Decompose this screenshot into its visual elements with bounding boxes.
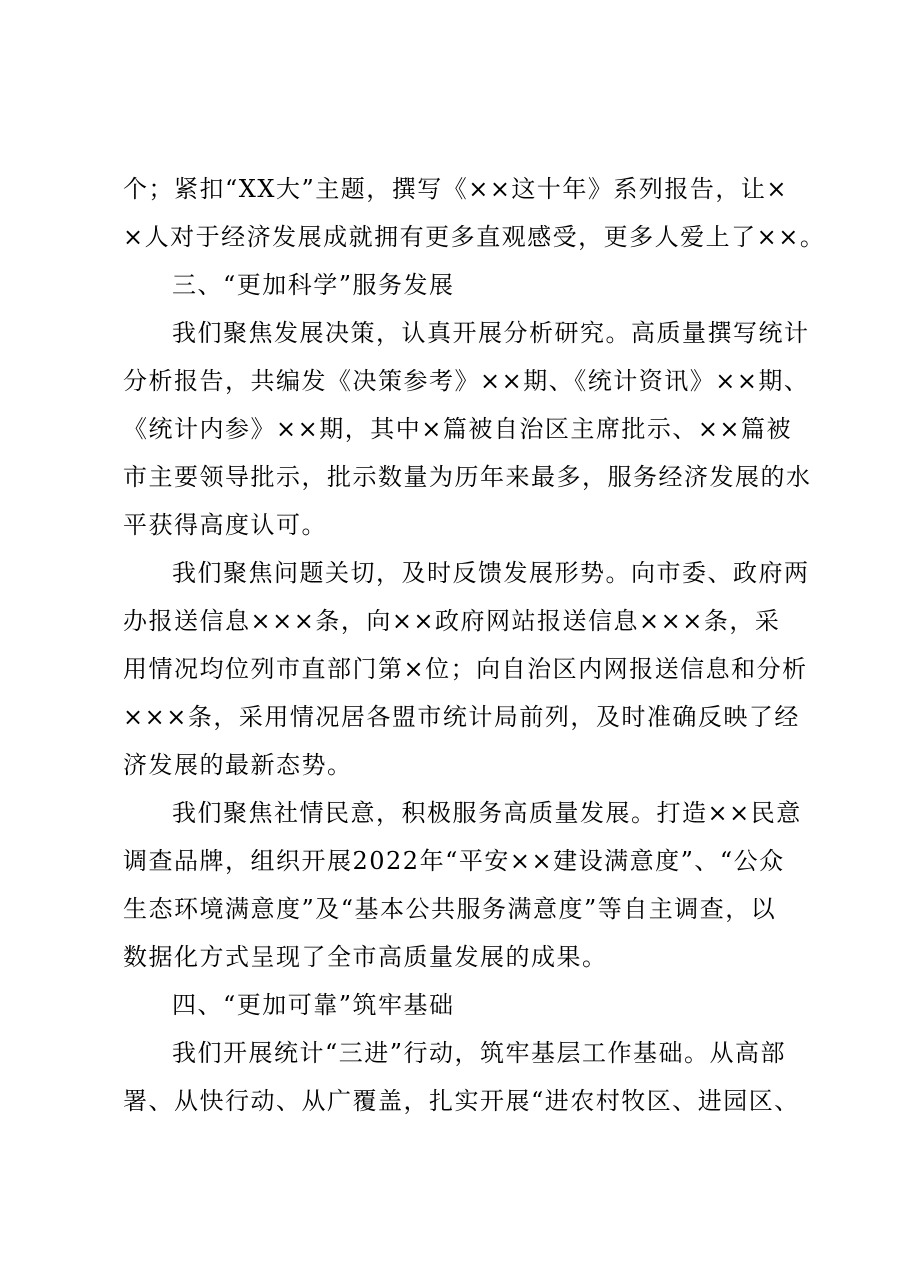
text-line: 平获得高度认可。 <box>123 511 327 539</box>
section-heading: 三、“更加科学”服务发展 <box>172 271 455 299</box>
text-line: 数据化方式呈现了全市高质量发展的成果。 <box>123 943 608 971</box>
text-line: 分析报告，共编发《决策参考》××期、《统计资讯》××期、 <box>123 367 810 395</box>
text-line: 市主要领导批示，批示数量为历年来最多，服务经济发展的水 <box>123 463 812 491</box>
text-line: ×人对于经济发展成就拥有更多直观感受，更多人爱上了××。 <box>123 223 826 251</box>
section-heading: 四、“更加可靠”筑牢基础 <box>172 991 455 1019</box>
text-line: 我们聚焦社情民意，积极服务高质量发展。打造××民意 <box>172 799 802 827</box>
text-line: 调查品牌，组织开展2022年“平安××建设满意度”、“公众 <box>123 847 785 875</box>
text-line: 我们聚焦问题关切，及时反馈发展形势。向市委、政府两 <box>172 559 810 587</box>
text-line: 办报送信息×××条，向××政府网站报送信息×××条，采 <box>123 607 781 635</box>
text-line: 我们聚焦发展决策，认真开展分析研究。高质量撰写统计 <box>172 319 810 347</box>
text-line: 生态环境满意度”及“基本公共服务满意度”等自主调查，以 <box>123 895 777 923</box>
text-line: 我们开展统计“三进”行动，筑牢基层工作基础。从高部 <box>172 1039 787 1067</box>
text-line: 济发展的最新态势。 <box>123 751 353 779</box>
text-line: ×××条，采用情况居各盟市统计局前列，及时准确反映了经 <box>123 703 800 731</box>
text-line: 《统计内参》××期，其中×篇被自治区主席批示、××篇被 <box>123 415 793 443</box>
text-line: 用情况均位列市直部门第×位；向自治区内网报送信息和分析 <box>123 655 808 683</box>
text-line: 署、从快行动、从广覆盖，扎实开展“进农村牧区、进园区、 <box>123 1087 800 1115</box>
text-line: 个；紧扣“XX大”主题，撰写《××这十年》系列报告，让× <box>123 175 789 203</box>
